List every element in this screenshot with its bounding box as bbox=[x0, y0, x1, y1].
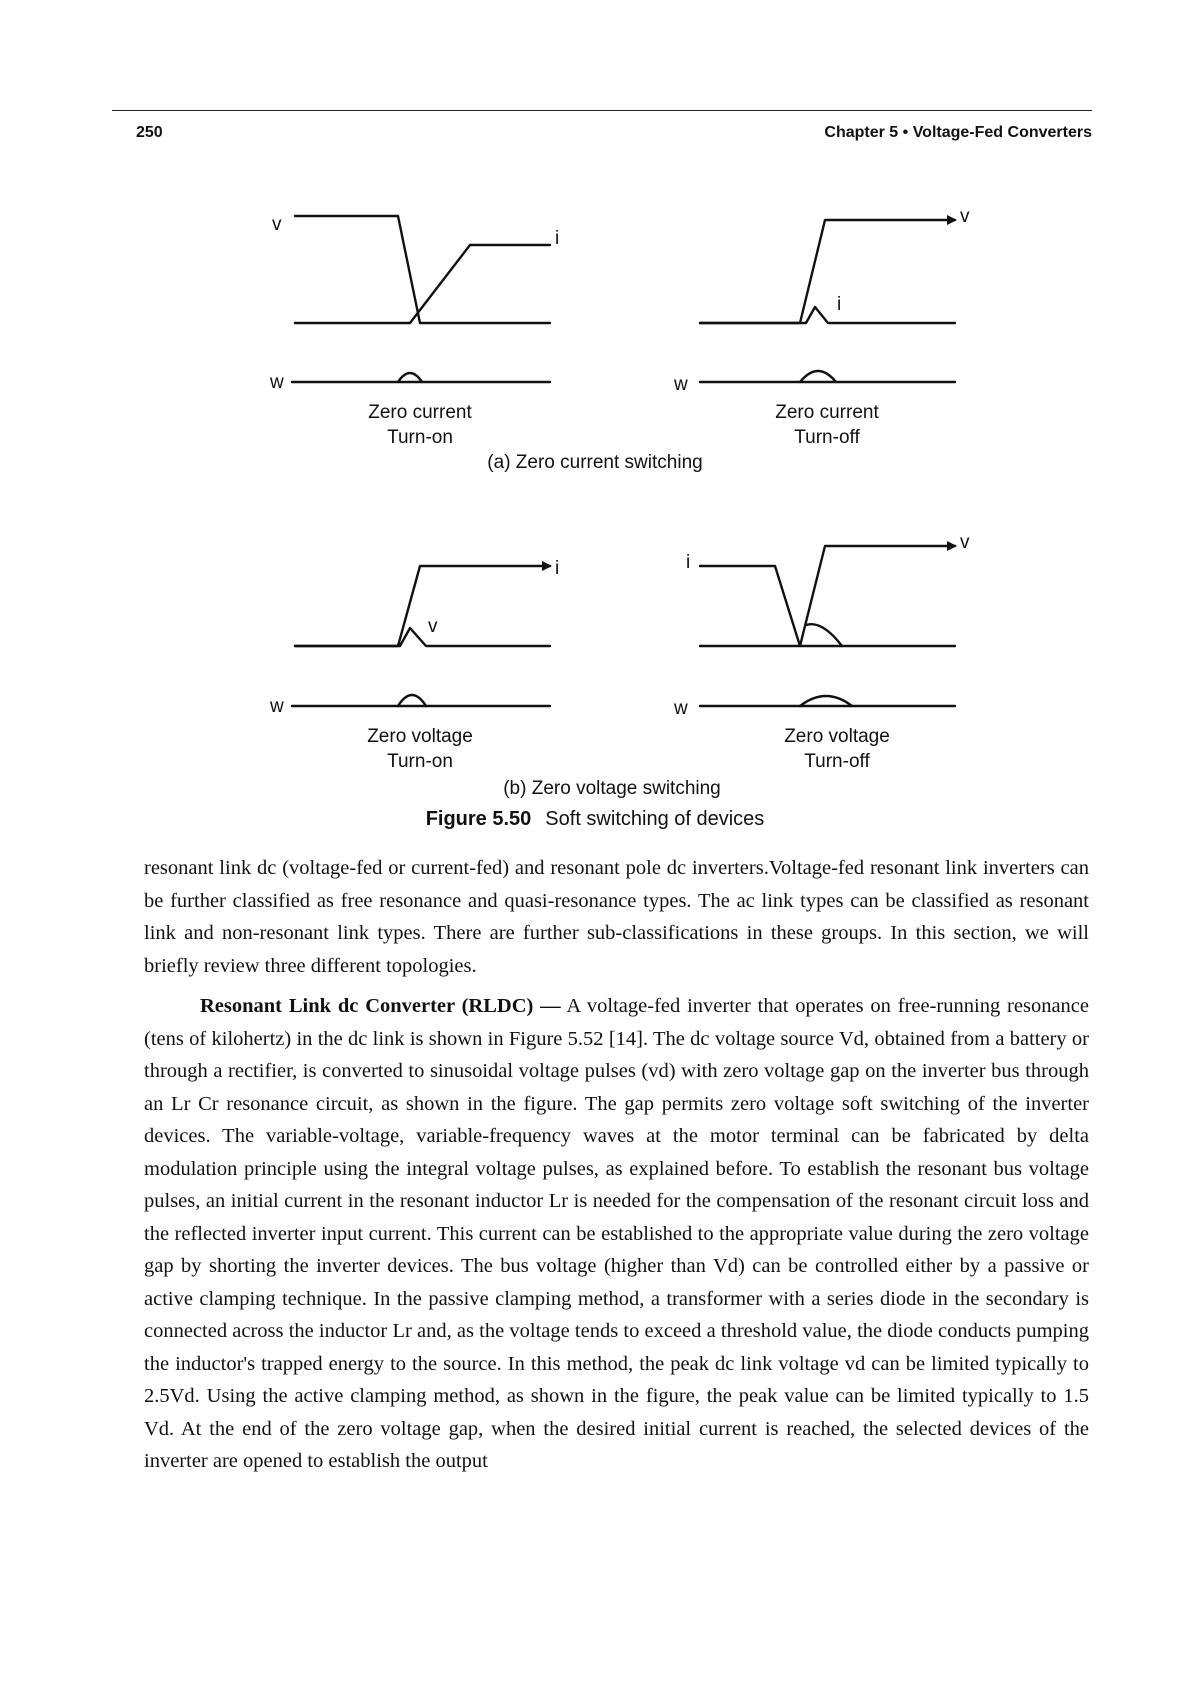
i-label: i bbox=[555, 558, 560, 579]
figure-number: Figure 5.50 bbox=[425, 808, 532, 830]
zcs-turn-off-waveform bbox=[700, 220, 955, 382]
w-label: w bbox=[270, 372, 284, 393]
running-head: Chapter 5 • Voltage-Fed Converters bbox=[824, 124, 1092, 141]
body-text bbox=[144, 852, 1089, 1486]
panel-a-caption: (a) Zero current switching bbox=[487, 452, 703, 473]
current-trace bbox=[700, 566, 955, 646]
zvs-turn-off-label-line1: Zero voltage bbox=[784, 726, 890, 747]
w-label: w bbox=[674, 698, 688, 719]
paragraph-1: resonant link dc (voltage-fed or current-fed) and resonant pole dc inverters.Voltage-fed resonant link inverters can be further classified as free resonance and quasi-resonance types. The ac link types can be classified as resonant link and non-resonant link types. There are further sub-classifications in these groups. In this section, we will briefly review three different topologies. bbox=[144, 857, 1089, 977]
section-heading-rldc: Resonant Link dc Converter (RLDC) — bbox=[200, 995, 561, 1017]
page-number: 250 bbox=[136, 124, 163, 141]
arrow-head bbox=[947, 215, 957, 225]
zvs-turn-off-waveform bbox=[700, 546, 955, 706]
voltage-trace bbox=[295, 628, 550, 646]
power-pulse bbox=[398, 695, 426, 706]
zcs-turn-on-label-line2: Turn-on bbox=[387, 427, 453, 448]
figure-caption bbox=[0, 808, 1190, 831]
paragraph-2-text: A voltage-fed inverter that operates on free-running resonance (tens of kilohertz) in the dc link is shown in Figure 5.52 [14]. The dc voltage source Vd, obtained from a battery or through a rectifier, is converted to sinusoidal voltage pulses (vd) with zero voltage gap on the inverter bus through an Lr Cr resonance circuit, as shown in the figure. The gap permits zero voltage soft switching of the inverter devices. The variable-voltage, variable-frequency waves at the motor terminal can be fabricated by delta modulation principle using the integral voltage pulses, as explained before. To establish the resonant bus voltage pulses, an initial current in the resonant inductor Lr is needed for the compensation of the resonant circuit loss and the reflected inverter input current. This current can be established to the appropriate value during the zero voltage gap by shorting the inverter devices. The bus voltage (higher than Vd) can be controlled either by a passive or active clamping technique. In the passive clamping method, a transformer with a series diode in the secondary is connected across the inductor Lr and, as the voltage tends to exceed a threshold value, the diode conducts pumping the inductor's trapped energy to the source. In this method, the peak dc link voltage vd can be limited typically to 2.5Vd. Using the active clamping method, as shown in the figure, the peak value can be limited typically to 1.5 Vd. At the end of the zero voltage gap, when the desired initial current is reached, the selected devices of the inverter are opened to establish the output bbox=[144, 995, 1089, 1472]
i-label: i bbox=[555, 228, 560, 249]
w-label: w bbox=[674, 374, 688, 395]
panel-b-caption: (b) Zero voltage switching bbox=[503, 778, 721, 799]
arrow-head bbox=[947, 541, 957, 551]
voltage-trace bbox=[700, 220, 955, 323]
current-trace bbox=[295, 566, 550, 646]
v-label: v bbox=[272, 214, 282, 235]
zvs-turn-on-waveform bbox=[292, 566, 550, 706]
current-trace bbox=[295, 245, 550, 323]
figure-caption-text: Soft switching of devices bbox=[545, 808, 765, 830]
zcs-turn-off-label-line1: Zero current bbox=[775, 402, 879, 423]
current-trace bbox=[700, 307, 955, 323]
arrow-head bbox=[542, 561, 552, 571]
zvs-turn-on-label-line1: Zero voltage bbox=[367, 726, 473, 747]
power-pulse bbox=[800, 371, 836, 382]
power-pulse bbox=[398, 373, 422, 382]
v-label: v bbox=[428, 616, 438, 637]
zvs-turn-on-label-line2: Turn-on bbox=[387, 751, 453, 772]
paragraph-2 bbox=[144, 990, 1089, 1478]
power-pulse bbox=[800, 696, 852, 706]
w-label: w bbox=[270, 696, 284, 717]
i-label: i bbox=[837, 294, 842, 315]
zcs-turn-on-waveform bbox=[292, 216, 550, 382]
v-label: v bbox=[960, 206, 970, 227]
zvs-turn-off-label-line2: Turn-off bbox=[804, 751, 870, 772]
zcs-turn-off-label-line2: Turn-off bbox=[794, 427, 860, 448]
zcs-turn-on-label-line1: Zero current bbox=[368, 402, 472, 423]
voltage-hump bbox=[806, 624, 842, 646]
i-label: i bbox=[686, 552, 691, 573]
v-label: v bbox=[960, 532, 970, 553]
